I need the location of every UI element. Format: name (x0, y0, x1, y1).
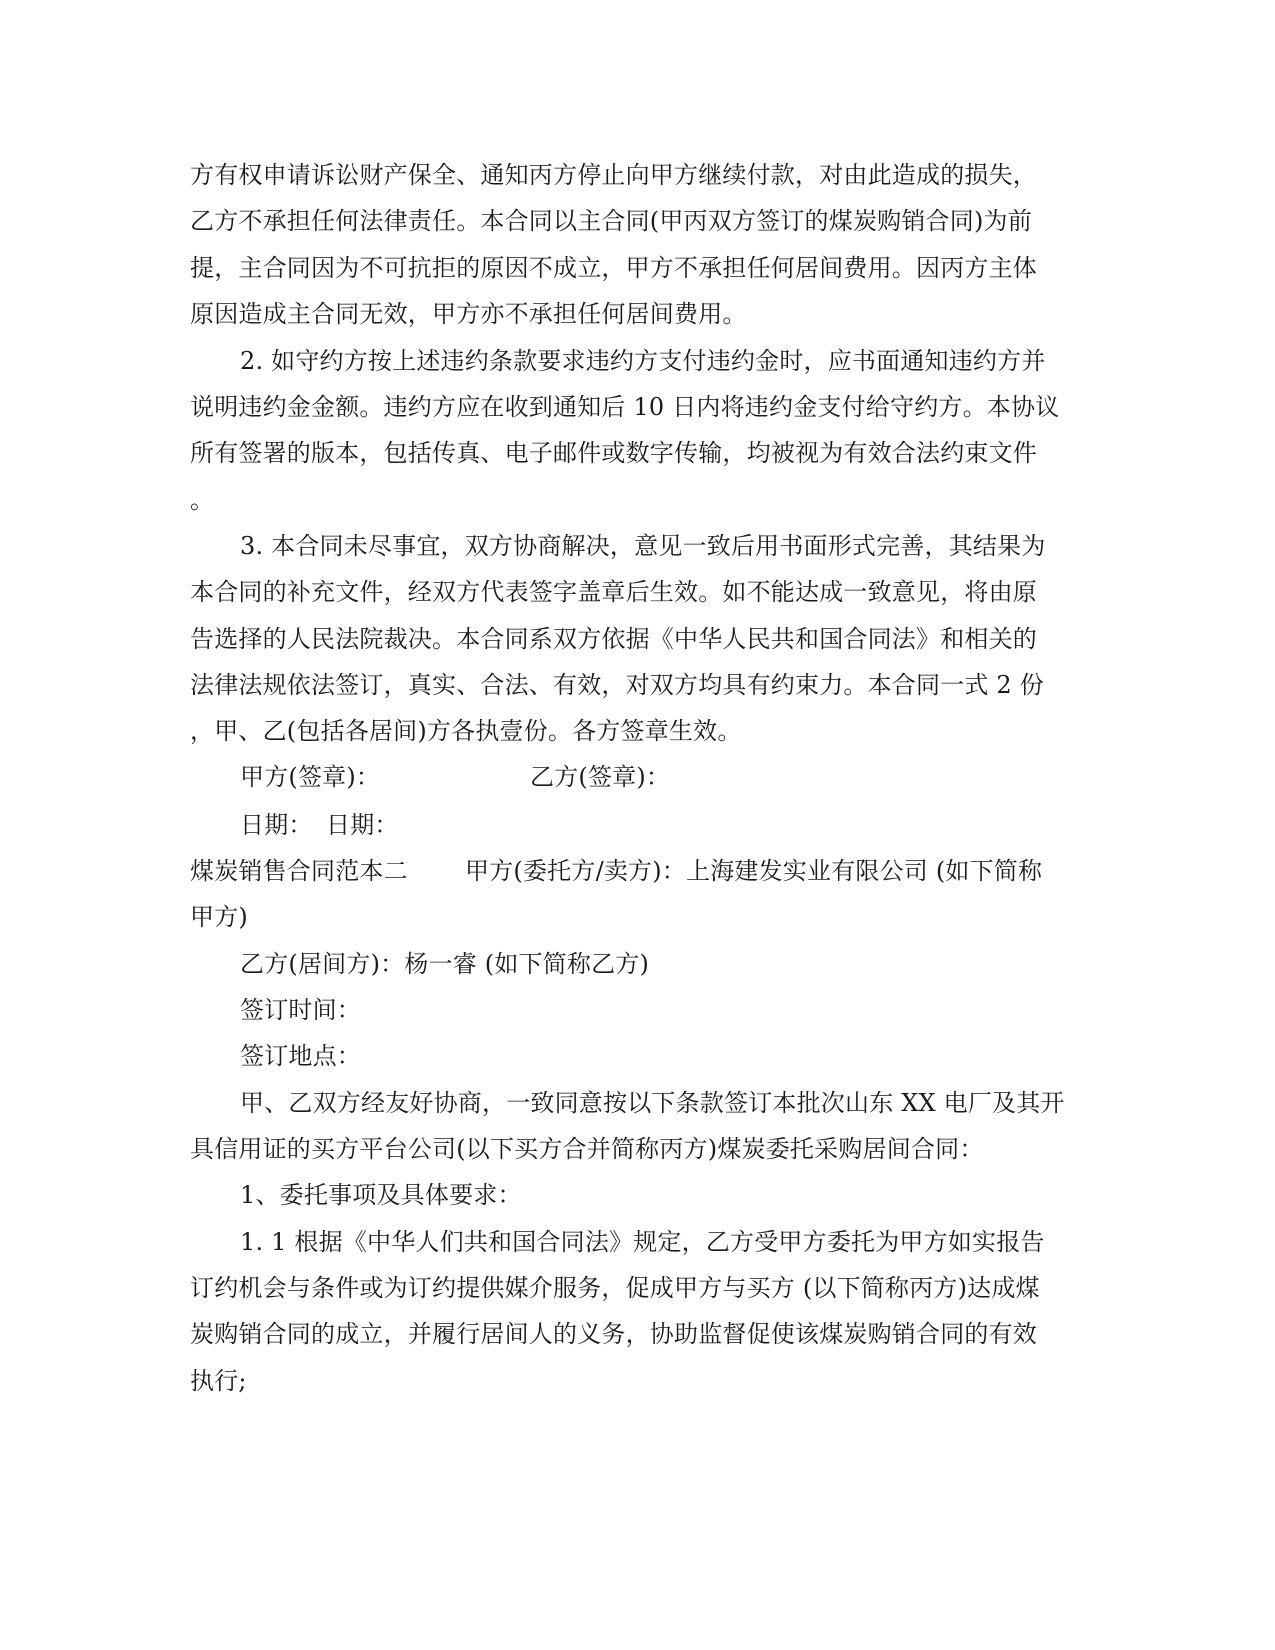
text-line: 签订地点： (240, 1042, 361, 1070)
text-line: 提，主合同因为不可抗拒的原因不成立，甲方不承担任何居间费用。因丙方主体 (190, 254, 1037, 282)
text-line: 订约机会与条件或为订约提供媒介服务，促成甲方与买方 (以下简称丙方)达成煤 (190, 1274, 1040, 1302)
text-line: 甲、乙双方经友好协商，一致同意按以下条款签订本批次山东 XX 电厂及其开 (240, 1089, 1065, 1117)
text-line: 法律法规依法签订，真实、合法、有效，对双方均具有约束力。本合同一式 2 份 (190, 671, 1044, 699)
text-line: 告选择的人民法院裁决。本合同系双方依据《中华人民共和国合同法》和相关的 (190, 625, 1037, 653)
text-line: 乙方(居间方)：杨一睿 (如下简称乙方) (240, 950, 650, 978)
text-line: 所有签署的版本，包括传真、电子邮件或数字传输，均被视为有效合法约束文件 (190, 439, 1037, 467)
text-line: 乙方不承担任何法律责任。本合同以主合同(甲丙双方签订的煤炭购销合同)为前 (190, 207, 1032, 235)
contract-title: 煤炭销售合同范本二 (190, 857, 408, 885)
text-line: 3. 本合同未尽事宜，双方协商解决，意见一致后用书面形式完善，其结果为 (240, 532, 1046, 560)
text-line: 方有权申请诉讼财产保全、通知丙方停止向甲方继续付款，对由此造成的损失， (190, 161, 1037, 189)
text-line: 本合同的补充文件，经双方代表签字盖章后生效。如不能达成一致意见，将由原 (190, 578, 1037, 606)
text-line: ，甲、乙(包括各居间)方各执壹份。各方签章生效。 (190, 717, 742, 745)
party-b-date-label: 日期： (326, 811, 399, 839)
text-line: 说明违约金金额。违约方应在收到通知后 10 日内将违约金支付给守约方。本协议 (190, 393, 1060, 421)
party-a-signature-label: 甲方(签章)： (240, 763, 381, 791)
text-line: 。 (190, 486, 215, 514)
party-b-signature-label: 乙方(签章)： (530, 763, 671, 791)
section-heading: 1、委托事项及具体要求： (240, 1181, 522, 1209)
text-line: 2. 如守约方按上述违约条款要求违约方支付违约金时，应书面通知违约方并 (240, 347, 1046, 375)
text-line: 原因造成主合同无效，甲方亦不承担任何居间费用。 (190, 300, 747, 328)
party-a-date-label: 日期： (240, 811, 313, 839)
text-line: 1. 1 根据《中华人们共和国合同法》规定，乙方受甲方委托为甲方如实报告 (240, 1228, 1045, 1256)
text-line: 炭购销合同的成立，并履行居间人的义务，协助监督促使该煤炭购销合同的有效 (190, 1320, 1037, 1348)
text-line: 甲方) (190, 903, 248, 931)
text-line: 签订时间： (240, 996, 361, 1024)
text-line: 执行; (190, 1367, 247, 1395)
text-line: 甲方(委托方/卖方)：上海建发实业有限公司 (如下简称 (465, 857, 1043, 885)
text-line: 具信用证的买方平台公司(以下买方合并简称丙方)煤炭委托采购居间合同： (190, 1135, 984, 1163)
